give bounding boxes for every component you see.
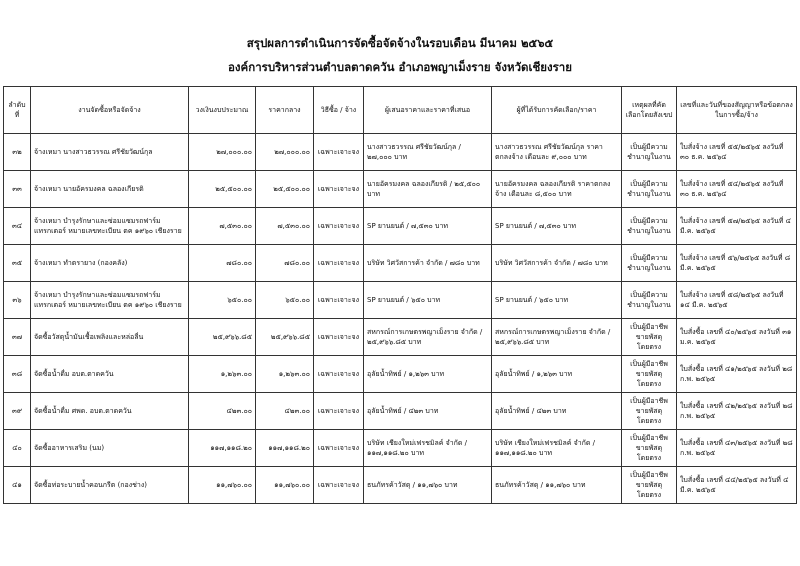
- col-header-contract: เลขที่และวันที่ของสัญญาหรือข้อตกลงในการซื้อ/จ้าง: [677, 87, 797, 134]
- cell-method: เฉพาะเจาะจง: [314, 467, 364, 504]
- cell-method: เฉพาะเจาะจง: [314, 356, 364, 393]
- cell-budget: ๖๕๐.๐๐: [189, 282, 256, 319]
- cell-bidder: บริษัท วิศวัสการค้า จำกัด / ๗๘๐ บาท: [364, 245, 492, 282]
- cell-no: ๓๗: [4, 319, 31, 356]
- cell-reason: เป็นผู้มีความชำนาญในงาน: [622, 134, 677, 171]
- col-header-bidder: ผู้เสนอราคาและราคาที่เสนอ: [364, 87, 492, 134]
- cell-reason: เป็นผู้มีความชำนาญในงาน: [622, 171, 677, 208]
- col-header-method: วิธีซื้อ / จ้าง: [314, 87, 364, 134]
- table-row: [4, 467, 797, 504]
- cell-median-price: ๗๘๐.๐๐: [256, 245, 314, 282]
- cell-bidder: อุลัยน้ำทิพย์ / ๑,๒๖๓ บาท: [364, 356, 492, 393]
- cell-selected: ธนภัทรค้าวัสดุ / ๑๑,๗๖๐ บาท: [492, 467, 622, 504]
- cell-item: จ้างเหมา บำรุงรักษาและซ่อมแซมรถฟาร์มแทรกเตอร์ หมายเลขทะเบียน ตค ๑๙๖๐ เชียงราย: [31, 282, 189, 319]
- cell-selected: อุลัยน้ำทิพย์ / ๔๒๓ บาท: [492, 393, 622, 430]
- cell-selected: SP ยานยนต์ / ๖๕๐ บาท: [492, 282, 622, 319]
- cell-reason: เป็นผู้มีความชำนาญในงาน: [622, 208, 677, 245]
- cell-selected: บริษัท วิศวัสการค้า จำกัด / ๗๘๐ บาท: [492, 245, 622, 282]
- cell-no: ๓๙: [4, 393, 31, 430]
- cell-reason: เป็นผู้มีอาชีพขายพัสดุโดยตรง: [622, 356, 677, 393]
- cell-contract: ใบสั่งจ้าง เลขที่ ๕๘/๒๕๖๕ ลงวันที่ ๑๔ มี.ค. ๒๕๖๕: [677, 282, 797, 319]
- table-row: [4, 430, 797, 467]
- cell-method: เฉพาะเจาะจง: [314, 430, 364, 467]
- cell-budget: ๑,๒๖๓.๐๐: [189, 356, 256, 393]
- cell-contract: ใบสั่งซื้อ เลขที่ ๔๔/๒๕๖๕ ลงวันที่ ๔ มี.ค. ๒๕๖๕: [677, 467, 797, 504]
- cell-method: เฉพาะเจาะจง: [314, 245, 364, 282]
- cell-method: เฉพาะเจาะจง: [314, 134, 364, 171]
- cell-median-price: ๒๕,๙๖๖.๘๕: [256, 319, 314, 356]
- cell-budget: ๒๕,๙๖๖.๘๕: [189, 319, 256, 356]
- cell-no: ๓๓: [4, 171, 31, 208]
- cell-no: ๔๐: [4, 430, 31, 467]
- cell-reason: เป็นผู้มีอาชีพขายพัสดุโดยตรง: [622, 319, 677, 356]
- cell-item: จัดซื้อน้ำดื่ม ศพด. อบต.ตาดควัน: [31, 393, 189, 430]
- cell-reason: เป็นผู้มีอาชีพขายพัสดุโดยตรง: [622, 430, 677, 467]
- cell-selected: บริษัท เชียงใหม่เฟรชมิลค์ จำกัด / ๑๑๗,๑๑๘.๒๐ บาท: [492, 430, 622, 467]
- col-header-selected: ผู้ที่ได้รับการคัดเลือก/ราคา: [492, 87, 622, 134]
- cell-contract: ใบสั่งจ้าง เลขที่ ๕๔/๒๕๖๕ ลงวันที่ ๓๐ ธ.ค. ๒๕๖๔: [677, 171, 797, 208]
- table-row: [4, 356, 797, 393]
- cell-median-price: ๒๗,๐๐๐.๐๐: [256, 134, 314, 171]
- cell-method: เฉพาะเจาะจง: [314, 393, 364, 430]
- cell-item: จ้างเหมา ทำตรายาง (กองคลัง): [31, 245, 189, 282]
- cell-reason: เป็นผู้มีอาชีพขายพัสดุโดยตรง: [622, 467, 677, 504]
- table-row: [4, 171, 797, 208]
- table-row: [4, 208, 797, 245]
- cell-median-price: ๗,๕๓๐.๐๐: [256, 208, 314, 245]
- col-header-median-price: ราคากลาง: [256, 87, 314, 134]
- cell-no: ๓๔: [4, 208, 31, 245]
- cell-method: เฉพาะเจาะจง: [314, 171, 364, 208]
- cell-method: เฉพาะเจาะจง: [314, 319, 364, 356]
- cell-bidder: ธนภัทรค้าวัสดุ / ๑๑,๗๖๐ บาท: [364, 467, 492, 504]
- document-title: สรุปผลการดำเนินการจัดซื้อจัดจ้างในรอบเดือน มีนาคม ๒๕๖๕: [246, 36, 554, 50]
- cell-reason: เป็นผู้มีอาชีพขายพัสดุโดยตรง: [622, 393, 677, 430]
- cell-bidder: SP ยานยนต์ / ๗,๕๓๐ บาท: [364, 208, 492, 245]
- cell-item: จัดซื้อน้ำดื่ม อบต.ตาดควัน: [31, 356, 189, 393]
- cell-method: เฉพาะเจาะจง: [314, 282, 364, 319]
- cell-budget: ๔๒๓.๐๐: [189, 393, 256, 430]
- cell-median-price: ๑๑,๗๖๐.๐๐: [256, 467, 314, 504]
- table-header-row: [4, 87, 797, 134]
- document-subtitle: องค์การบริหารส่วนตำบลตาดควัน อำเภอพญาเม็งราย จังหวัดเชียงราย: [228, 60, 572, 74]
- cell-reason: เป็นผู้มีความชำนาญในงาน: [622, 245, 677, 282]
- cell-selected: นางสาวธวรรณ ศรีชัยวัฒน์กุล ราคาตกลงจ้าง เดือนละ ๙,๐๐๐ บาท: [492, 134, 622, 171]
- cell-item: จ้างเหมา นายอัครมงคล ฉลองเกียรติ: [31, 171, 189, 208]
- table-row: [4, 134, 797, 171]
- cell-budget: ๒๕,๕๐๐.๐๐: [189, 171, 256, 208]
- cell-no: ๔๑: [4, 467, 31, 504]
- cell-item: จัดซื้อวัสดุน้ำมันเชื้อเพลิงและหล่อลื่น: [31, 319, 189, 356]
- cell-contract: ใบสั่งจ้าง เลขที่ ๕๕/๒๕๖๕ ลงวันที่ ๓๐ ธ.ค. ๒๕๖๔: [677, 134, 797, 171]
- cell-bidder: อุลัยน้ำทิพย์ / ๔๒๓ บาท: [364, 393, 492, 430]
- cell-item: จัดซื้อท่อระบายน้ำคอนกรีต (กองช่าง): [31, 467, 189, 504]
- cell-contract: ใบสั่งซื้อ เลขที่ ๔๒/๒๕๖๕ ลงวันที่ ๒๘ ก.พ. ๒๕๖๕: [677, 393, 797, 430]
- col-header-budget: วงเงินงบประมาณ: [189, 87, 256, 134]
- cell-selected: SP ยานยนต์ / ๗,๕๓๐ บาท: [492, 208, 622, 245]
- cell-item: จัดซื้ออาหารเสริม (นม): [31, 430, 189, 467]
- cell-no: ๓๖: [4, 282, 31, 319]
- cell-budget: ๑๑,๗๖๐.๐๐: [189, 467, 256, 504]
- cell-no: ๓๘: [4, 356, 31, 393]
- table-row: [4, 282, 797, 319]
- cell-no: ๓๒: [4, 134, 31, 171]
- cell-method: เฉพาะเจาะจง: [314, 208, 364, 245]
- cell-contract: ใบสั่งจ้าง เลขที่ ๕๖/๒๕๖๕ ลงวันที่ ๘ มี.ค. ๒๕๖๕: [677, 245, 797, 282]
- cell-bidder: นางสาวธวรรณ ศรีชัยวัฒน์กุล / ๒๗,๐๐๐ บาท: [364, 134, 492, 171]
- cell-contract: ใบสั่งจ้าง เลขที่ ๕๗/๒๕๖๕ ลงวันที่ ๔ มี.ค. ๒๕๖๕: [677, 208, 797, 245]
- table-row: [4, 319, 797, 356]
- cell-budget: ๑๑๗,๑๑๘.๒๐: [189, 430, 256, 467]
- cell-bidder: สหกรณ์การเกษตรพญาเม็งราย จำกัด / ๒๕,๙๖๖.๘๕ บาท: [364, 319, 492, 356]
- cell-item: จ้างเหมา บำรุงรักษาและซ่อมแซมรถฟาร์มแทรกเตอร์ หมายเลขทะเบียน ตค ๑๙๖๐ เชียงราย: [31, 208, 189, 245]
- col-header-no: ลำดับที่: [4, 87, 31, 134]
- cell-budget: ๗,๕๓๐.๐๐: [189, 208, 256, 245]
- cell-reason: เป็นผู้มีความชำนาญในงาน: [622, 282, 677, 319]
- table-row: [4, 393, 797, 430]
- table-row: [4, 245, 797, 282]
- cell-bidder: SP ยานยนต์ / ๖๕๐ บาท: [364, 282, 492, 319]
- cell-budget: ๗๘๐.๐๐: [189, 245, 256, 282]
- cell-median-price: ๔๒๓.๐๐: [256, 393, 314, 430]
- cell-bidder: บริษัท เชียงใหม่เฟรชมิลค์ จำกัด / ๑๑๗,๑๑๘.๒๐ บาท: [364, 430, 492, 467]
- cell-bidder: นายอัครมงคล ฉลองเกียรติ / ๒๕,๕๐๐ บาท: [364, 171, 492, 208]
- cell-selected: อุลัยน้ำทิพย์ / ๑,๒๖๓ บาท: [492, 356, 622, 393]
- cell-median-price: ๒๕,๕๐๐.๐๐: [256, 171, 314, 208]
- cell-selected: นายอัครมงคล ฉลองเกียรติ ราคาตกลงจ้าง เดือนละ ๘,๕๐๐ บาท: [492, 171, 622, 208]
- cell-no: ๓๕: [4, 245, 31, 282]
- procurement-table: [3, 86, 797, 504]
- col-header-item: งานจัดซื้อหรือจัดจ้าง: [31, 87, 189, 134]
- cell-contract: ใบสั่งซื้อ เลขที่ ๔๓/๒๕๖๕ ลงวันที่ ๒๘ ก.พ. ๒๕๖๕: [677, 430, 797, 467]
- cell-median-price: ๖๕๐.๐๐: [256, 282, 314, 319]
- cell-selected: สหกรณ์การเกษตรพญาเม็งราย จำกัด / ๒๕,๙๖๖.๘๕ บาท: [492, 319, 622, 356]
- cell-item: จ้างเหมา นางสาวธวรรณ ศรีชัยวัฒน์กุล: [31, 134, 189, 171]
- cell-median-price: ๑,๒๖๓.๐๐: [256, 356, 314, 393]
- col-header-reason: เหตุผลที่คัดเลือกโดยสังเขป: [622, 87, 677, 134]
- cell-contract: ใบสั่งซื้อ เลขที่ ๔๑/๒๕๖๕ ลงวันที่ ๒๘ ก.พ. ๒๕๖๕: [677, 356, 797, 393]
- cell-budget: ๒๗,๐๐๐.๐๐: [189, 134, 256, 171]
- cell-median-price: ๑๑๗,๑๑๘.๒๐: [256, 430, 314, 467]
- cell-contract: ใบสั่งซื้อ เลขที่ ๔๐/๒๕๖๕ ลงวันที่ ๓๑ ม.ค. ๒๕๖๕: [677, 319, 797, 356]
